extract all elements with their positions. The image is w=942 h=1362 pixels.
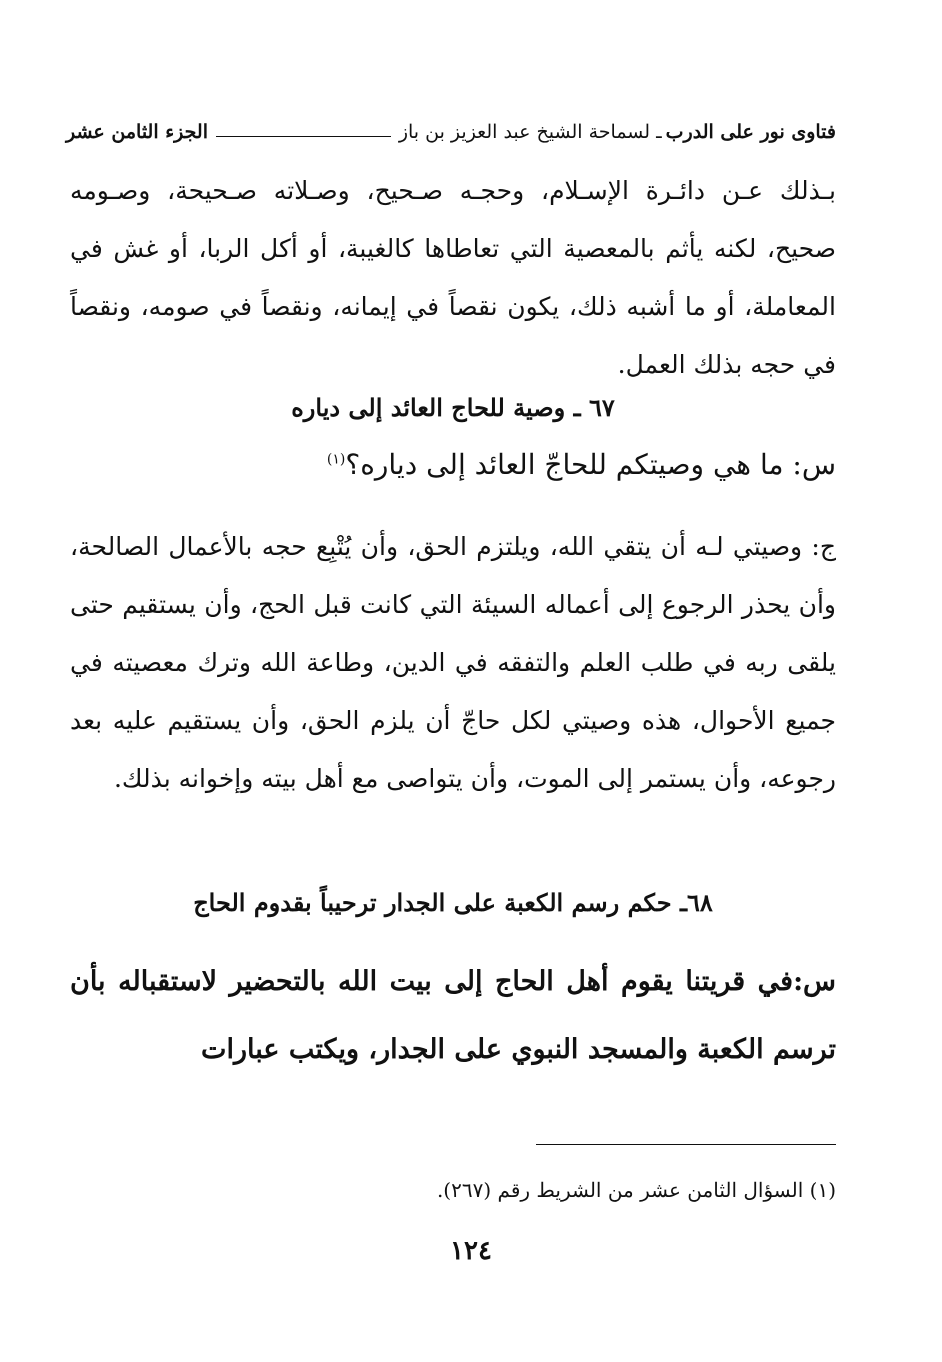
page-number: ١٢٤ xyxy=(450,1236,492,1266)
author-name: ـ لسماحة الشيخ عبد العزيز بن باز xyxy=(398,121,662,143)
header-rule xyxy=(216,136,391,137)
section-68-heading: ٦٨ـ حكم رسم الكعبة على الجدار ترحيباً بقدوم الحاج xyxy=(193,888,713,917)
paragraph-continuation: بـذلك عـن دائـرة الإسـلام، وحجـه صـحيح، وصـلاته صـحيحة، وصـومه صحيح، لكنه يأثم بالمعصية التي تعاطاها كالغيبة، أو أكل الربا، أو غش في المعاملة، أو ما أشبه ذلك، يكون نقصاً في إيمانه، ونقصاً في صومه، ونقصاً في حجه بذلك العمل. xyxy=(70,176,836,379)
footnote: (١) السؤال الثامن عشر من الشريط رقم (٢٦٧). xyxy=(436,1178,836,1202)
volume-label: الجزء الثامن عشر xyxy=(66,121,208,143)
section-67-question xyxy=(70,448,836,481)
footnote-marker[interactable]: (١) xyxy=(326,451,346,468)
section-67-heading: ٦٧ ـ وصية للحاج العائد إلى دياره xyxy=(291,393,615,422)
section-67-answer: ج: وصيتي لـه أن يتقي الله، ويلتزم الحق، وأن يُتْبِع حجه بالأعمال الصالحة، وأن يحذر الرجوع إلى أعماله السيئة التي كانت قبل الحج، وأن يستقيم حتى يلقى ربه في طلب العلم والتفقه في الدين، وطاعة الله وترك معصيته في جميع الأحوال، هذه وصيتي لكل حاجّ أن يلزم الحق، وأن يستقيم عليه بعد رجوعه، وأن يستمر إلى الموت، وأن يتواصى مع أهل بيته وإخوانه بذلك. xyxy=(70,532,836,793)
running-header xyxy=(66,117,836,147)
section-68-question: س:في قريتنا يقوم أهل الحاج إلى بيت الله بالتحضير لاستقباله بأن ترسم الكعبة والمسجد النبوي على الجدار، ويكتب عبارات xyxy=(70,966,836,1065)
book-title: فتاوى نور على الدرب xyxy=(665,121,836,143)
footnote-separator xyxy=(536,1144,836,1145)
question-text: س: ما هي وصيتكم للحاجّ العائد إلى دياره؟ xyxy=(345,448,836,481)
